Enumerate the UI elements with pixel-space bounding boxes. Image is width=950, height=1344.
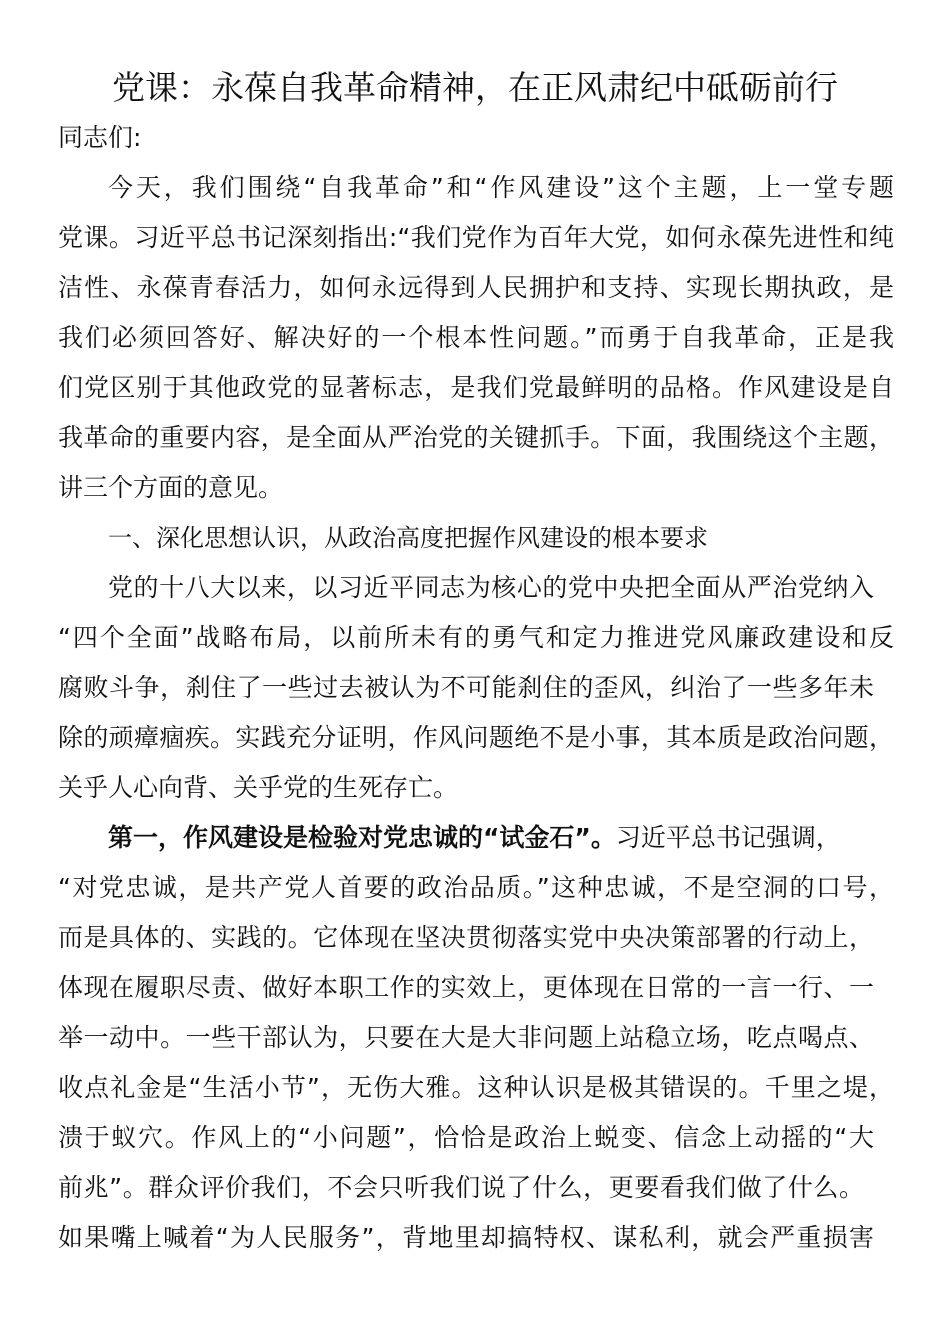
- paragraph-line: 而是具体的、实践的。它体现在坚决贯彻落实党中央决策部署的行动上，: [58, 923, 874, 952]
- paragraph-line: 我们必须回答好、解决好的一个根本性问题。”而勇于自我革命，正是我: [58, 323, 894, 352]
- paragraph-line-rest: 习近平总书记强调，: [615, 823, 841, 852]
- paragraph-line: 收点礼金是“生活小节”，无伤大雅。这种认识是极其错误的。千里之堤，: [58, 1073, 894, 1102]
- paragraph-line: 如果嘴上喊着“为人民服务”，背地里却搞特权、谋私利，就会严重损害: [58, 1223, 874, 1252]
- paragraph-line: 除的顽瘴痼疾。实践充分证明，作风问题绝不是小事，其本质是政治问题，: [58, 723, 894, 752]
- bold-lead: 第一，作风建设是检验对党忠诚的“试金石”。: [108, 823, 616, 852]
- paragraph-line: 体现在履职尽责、做好本职工作的实效上，更体现在日常的一言一行、一: [58, 973, 874, 1002]
- paragraph-line: 我革命的重要内容，是全面从严治党的关键抓手。下面，我围绕这个主题，: [58, 423, 894, 452]
- paragraph-line: “对党忠诚，是共产党人首要的政治品质。”这种忠诚，不是空洞的口号，: [58, 873, 894, 902]
- paragraph-line: 党课。习近平总书记深刻指出:“我们党作为百年大党，如何永葆先进性和纯: [58, 223, 894, 252]
- section-heading: 一、深化思想认识，从政治高度把握作风建设的根本要求: [108, 524, 708, 552]
- paragraph-line: 前兆”。群众评价我们，不会只听我们说了什么，更要看我们做了什么。: [58, 1173, 864, 1202]
- paragraph-line: 们党区别于其他政党的显著标志，是我们党最鲜明的品格。作风建设是自: [58, 373, 894, 402]
- paragraph-line: 腐败斗争，刹住了一些过去被认为不可能刹住的歪风，纠治了一些多年未: [58, 673, 874, 702]
- paragraph-line: 党的十八大以来，以习近平同志为核心的党中央把全面从严治党纳入: [108, 573, 874, 602]
- paragraph-line: 今天，我们围绕“自我革命”和“作风建设”这个主题，上一堂专题: [108, 173, 894, 202]
- paragraph-line: 溃于蚁穴。作风上的“小问题”，恰恰是政治上蜕变、信念上动摇的“大: [58, 1123, 874, 1152]
- paragraph-line: 举一动中。一些干部认为，只要在大是大非问题上站稳立场，吃点喝点、: [58, 1023, 874, 1052]
- document-title: 党课：永葆自我革命精神，在正风肃纪中砥砺前行: [112, 68, 838, 107]
- paragraph-line: [108, 820, 894, 856]
- paragraph-line: 洁性、永葆青春活力，如何永远得到人民拥护和支持、实现长期执政，是: [58, 273, 894, 302]
- paragraph-line: 关乎人心向背、关乎党的生死存亡。: [58, 773, 459, 802]
- paragraph-line: “四个全面”战略布局，以前所未有的勇气和定力推进党风廉政建设和反: [58, 623, 894, 652]
- salutation: 同志们:: [58, 123, 142, 152]
- paragraph-line: 讲三个方面的意见。: [58, 473, 284, 502]
